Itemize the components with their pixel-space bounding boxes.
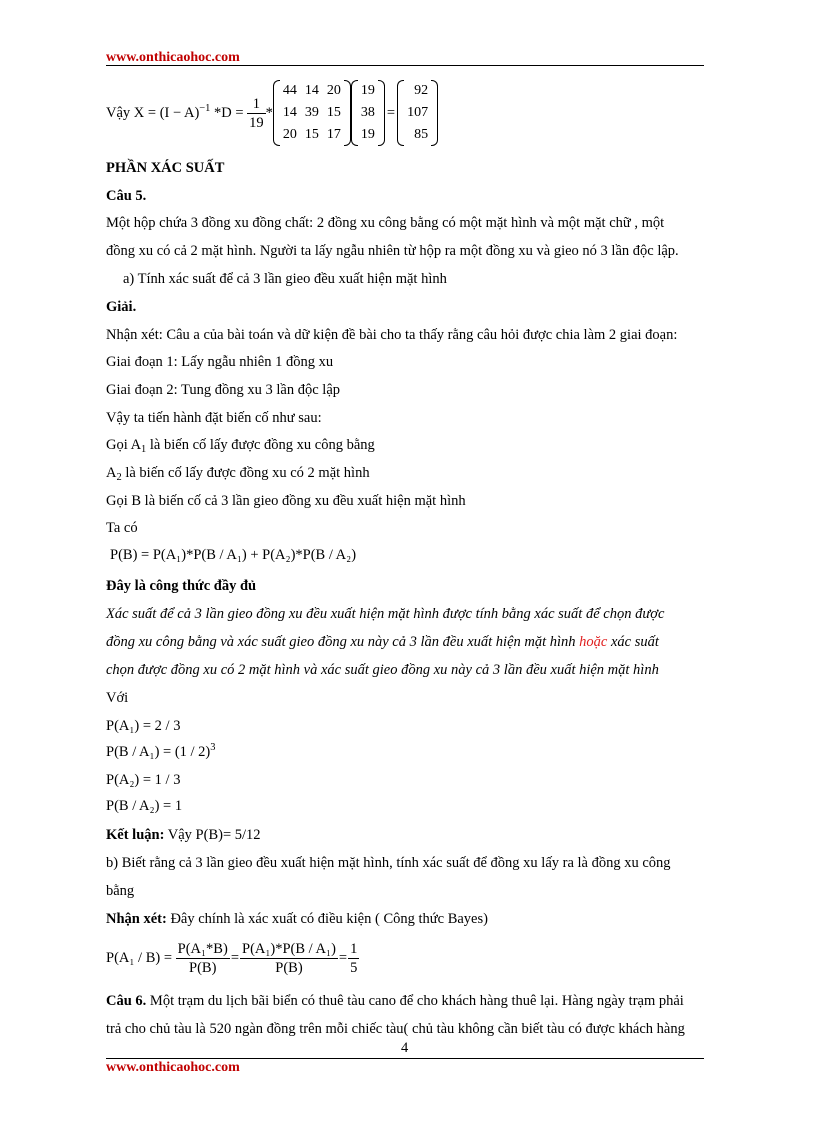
cau5-title: Câu 5. <box>106 188 147 204</box>
result-cell: 92 <box>414 83 429 98</box>
matrix-fraction: $\frac{1}{19}$ <box>249 95 264 131</box>
highlight-hoac: hoặc <box>579 634 608 650</box>
vector-b-cell: 19 <box>360 127 375 142</box>
matrix-a-cell: 17 <box>326 127 341 142</box>
footer-site-link[interactable]: www.onthicaohoc.com <box>106 1060 240 1075</box>
matrix-a-cell: 39 <box>304 105 319 120</box>
matrix-a-cell: 44 <box>282 83 297 98</box>
nhan-xet-text: Nhận xét: Câu a của bài toán và dữ kiện đề bài cho ta thấy rằng câu hỏi được chia làm 2 giai đoạn: <box>106 327 678 343</box>
vector-b-cell: 38 <box>360 105 375 120</box>
matrix-a-cell: 15 <box>326 105 341 120</box>
giai-doan-1: Giai đoạn 1: Lấy ngẫu nhiên 1 đồng xu <box>106 354 334 370</box>
a2-text: $A_2$ là biến cố lấy được đồng xu có 2 mặt hình <box>106 465 370 484</box>
cau5-paragraph-line2: đồng xu có cả 2 mặt hình. Người ta lấy ngẫu nhiên từ hộp ra một đồng xu và gieo nó 3 lần độc lập. <box>106 243 679 259</box>
matrix-a <box>273 80 351 146</box>
voi-text: Với <box>106 690 129 706</box>
goi-a1-text: Gọi $A_1$ là biến cố lấy được đồng xu công bằng <box>106 437 375 456</box>
nhan-xet-2: Nhận xét: Đây chính là xác xuất có điều kiện ( Công thức Bayes) <box>106 911 488 927</box>
vay-ta-text: Vậy ta tiến hành đặt biến cố như sau: <box>106 410 322 426</box>
full-formula-heading: Đây là công thức đầy đủ <box>106 578 257 594</box>
giai-doan-2: Giai đoạn 2: Tung đồng xu 3 lần độc lập <box>106 382 341 398</box>
ta-co-text: Ta có <box>106 520 138 536</box>
item-b-line2: bằng <box>106 883 135 899</box>
matrix-eq: = <box>386 104 396 121</box>
value-p-b-a1: P(B / A₁) = (1 / 2)$^3$ <box>106 741 216 760</box>
result-cell: 107 <box>407 105 429 120</box>
matrix-prefix: Vậy <box>106 104 131 121</box>
matrix-a-cell: 20 <box>282 127 297 142</box>
cau6-line2: trả cho chủ tàu là 520 ngàn đồng trên mỗi chiếc tàu( chủ tàu không cần biết tàu có được khách hàng <box>106 1021 685 1037</box>
matrix-a-cell: 20 <box>326 83 341 98</box>
vector-b <box>351 80 385 146</box>
matrix-equation <box>106 78 438 148</box>
value-p-b-a2: P(B / A₂) = 1 <box>106 798 183 814</box>
matrix-star: * <box>265 104 273 121</box>
header-site-link[interactable]: www.onthicaohoc.com <box>106 50 240 65</box>
matrix-expr2: *D = <box>214 104 244 121</box>
matrix-a-cell: 14 <box>282 105 297 120</box>
page-number: 4 <box>401 1040 409 1056</box>
bayes-formula: P(A₁ / B) = $\frac{\text{P(A₁*B)}}{P(B)}$ = $\frac{\text{P(A₁)*P(B / A₁)}}{P(B)}$ = $\frac{1}{5}$ <box>106 940 358 976</box>
italic-line3: chọn được đồng xu có 2 mặt hình và xác suất gieo đồng xu này cả 3 lần đều xuất hiện mặt hình <box>106 662 659 678</box>
vector-result <box>397 80 438 146</box>
value-p-a2: P(A₂) = 1 / 3 <box>106 772 181 788</box>
cau5-paragraph-line1: Một hộp chứa 3 đồng xu đồng chất: 2 đồng xu công bằng có một mặt hình và một mặt chữ , một <box>106 215 665 231</box>
result-cell: 85 <box>414 127 429 142</box>
giai-heading: Giải. <box>106 299 137 315</box>
item-b-line1: b) Biết rằng cả 3 lần gieo đều xuất hiện mặt hình, tính xác suất để đồng xu lấy ra là đồng xu công <box>106 855 671 871</box>
matrix-a-cell: 15 <box>304 127 319 142</box>
formula-pb: P(B) = P(A₁)*P(B / A₁) + P(A₂)*P(B / A₂) <box>110 547 357 563</box>
matrix-expr: $X = (I - A)^{-1}$ <box>133 102 211 121</box>
goi-b-text: Gọi B là biến cố cả 3 lần gieo đồng xu đều xuất hiện mặt hình <box>106 493 466 509</box>
italic-line2: đồng xu công bằng và xác suất gieo đồng xu này cả 3 lần đều xuất hiện mặt hình hoặc xác suất <box>106 634 659 650</box>
header-rule <box>106 65 704 66</box>
ket-luan: Kết luận: Vậy P(B)= 5/12 <box>106 827 261 843</box>
italic-line1: Xác suất để cả 3 lần gieo đồng xu đều xuất hiện mặt hình được tính bằng xác suất để chọn được <box>106 606 665 622</box>
section-title: PHẦN XÁC SUẤT <box>106 160 225 176</box>
value-p-a1: P(A₁) = 2 / 3 <box>106 718 181 734</box>
vector-b-cell: 19 <box>360 83 375 98</box>
cau5-item-a: a) Tính xác suất để cả 3 lần gieo đều xuất hiện mặt hình <box>123 271 447 287</box>
cau6-line1: Câu 6. Một trạm du lịch bãi biển có thuê tàu cano để cho khách hàng thuê lại. Hàng ngày trạm phải <box>106 993 684 1009</box>
matrix-a-cell: 14 <box>304 83 319 98</box>
footer-rule <box>106 1058 704 1059</box>
